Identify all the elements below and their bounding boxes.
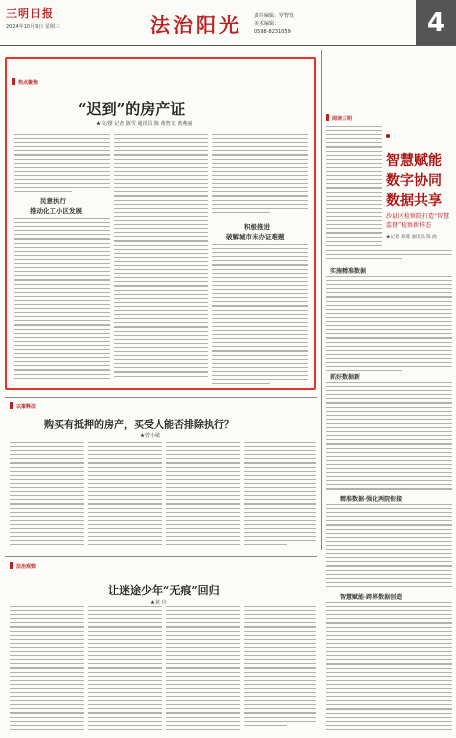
right-subhead-4: 智慧赋能·跨界数据创造 — [340, 594, 403, 601]
column-divider — [321, 50, 322, 550]
third-story-col2 — [88, 606, 162, 732]
second-story-col2 — [88, 442, 162, 550]
right-subhead-2: 抓好数据新 — [330, 374, 361, 381]
right-column-intro — [326, 126, 382, 246]
right-subhead-3: 精准数据·强化两院衔接 — [340, 496, 403, 503]
page-number: 4 — [416, 0, 456, 46]
second-story-byline: ★曾小敏 — [140, 433, 161, 439]
right-col-body-e — [326, 602, 452, 732]
subhead-4: 破解城市未办证难题 — [226, 233, 285, 241]
second-story-col1 — [10, 442, 84, 550]
third-story-col1 — [10, 606, 84, 732]
right-column-byline: ★记者 邓燕 通讯员 陈 曲 — [386, 235, 437, 240]
editor-info: 责任编辑：罗智发 美术编辑： 0598-8231059 — [254, 13, 295, 35]
title-dot — [386, 134, 390, 138]
main-story-body-col1-b — [14, 218, 110, 384]
subhead-1: 民意执行 — [40, 197, 66, 205]
third-story-byline: ★黄 玲 — [150, 600, 167, 606]
right-col-body-a — [326, 250, 452, 264]
main-story-headline[interactable]: “迟到”的房产证 — [78, 100, 186, 118]
right-col-body-d — [326, 504, 452, 590]
third-story-tag: 法治观察 — [16, 564, 37, 570]
date-line: 2024年10月9日 星期三 — [6, 24, 60, 30]
subhead-2: 推动化工小区发展 — [30, 207, 82, 215]
main-story-body-col2 — [114, 134, 208, 384]
section-title: 法治阳光 — [150, 13, 242, 37]
right-col-body-b — [326, 276, 452, 372]
second-story-tag: 以案释法 — [16, 404, 37, 410]
second-story-headline[interactable]: 购买有抵押的房产，买受人能否排除执行？ — [44, 420, 234, 431]
main-story-body-col1-a — [14, 134, 110, 198]
right-title-line3: 数据共享 — [386, 193, 442, 209]
page-header — [0, 0, 456, 46]
second-story-col4 — [244, 442, 316, 550]
main-story-body-col3-a — [212, 134, 308, 220]
right-title-line1: 智慧赋能 — [386, 153, 442, 169]
tag-marker — [10, 562, 13, 569]
third-story-col3 — [166, 606, 240, 732]
main-story-body-col3-b — [212, 244, 308, 384]
tag-marker — [10, 402, 13, 409]
right-column-tag: 阅读三明 — [332, 116, 353, 122]
main-story-byline: ★文/图 记者 陈雪 通讯员 陈 黄智文 黄燕丽 — [96, 121, 193, 127]
section-rule — [5, 397, 317, 398]
third-story-headline[interactable]: 让迷途少年“无痕”回归 — [108, 584, 220, 597]
newspaper-logo: 三明日报 — [6, 7, 54, 20]
right-title-line2: 数字协同 — [386, 173, 442, 189]
second-story-col3 — [166, 442, 240, 550]
right-col-body-c — [326, 382, 452, 492]
third-story-col4 — [244, 606, 316, 732]
section-rule — [5, 556, 317, 557]
main-story-tag: 热点聚焦 — [18, 80, 39, 86]
tag-marker — [326, 114, 329, 121]
right-subhead-1: 实施精准数据 — [330, 268, 367, 275]
tag-marker — [12, 78, 15, 85]
right-column-subtitle: 沙县区检察院打造“智慧监督”检察新样态 — [386, 213, 450, 229]
subhead-3: 积极推进 — [244, 223, 270, 231]
